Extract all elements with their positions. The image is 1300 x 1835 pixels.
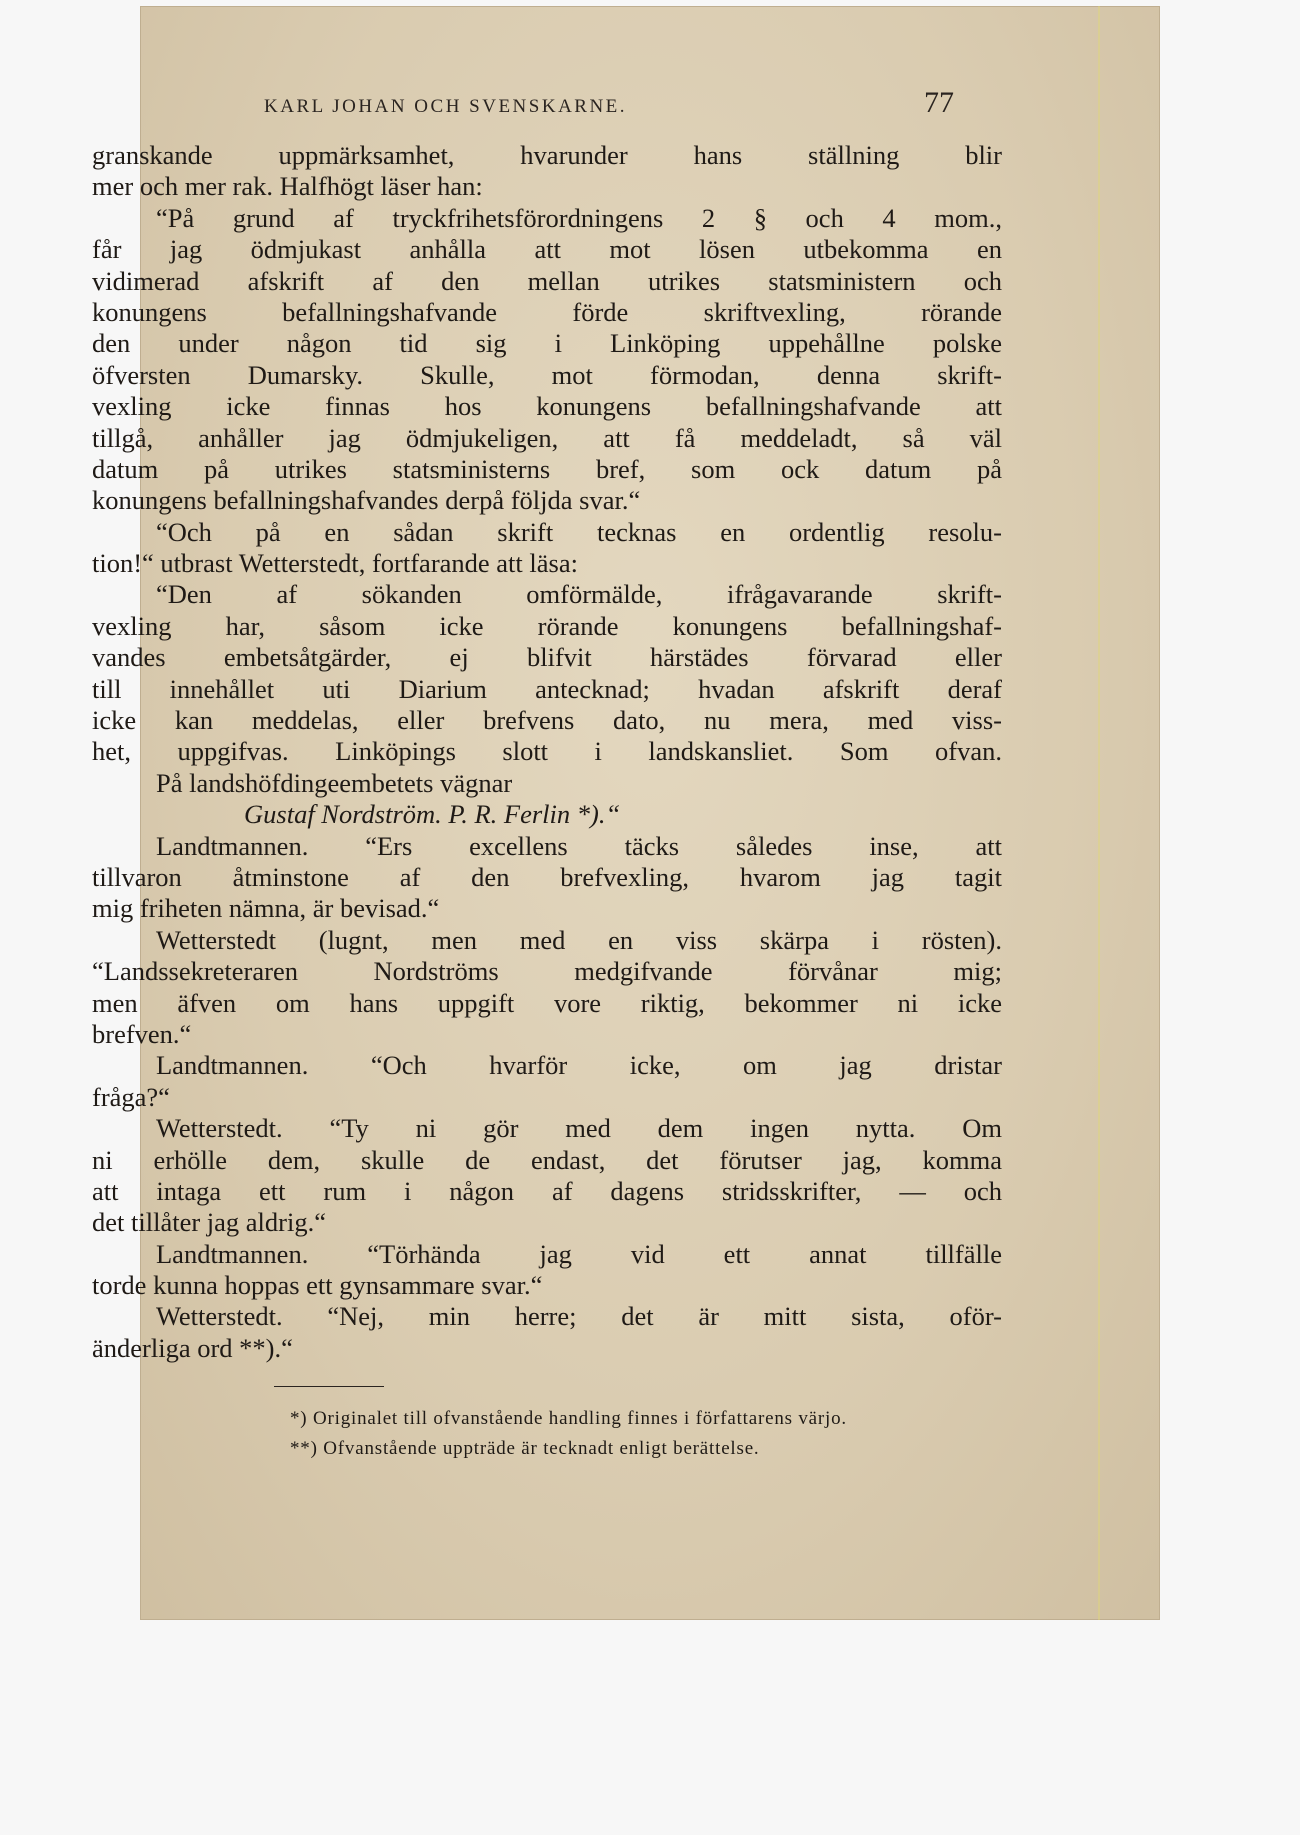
text-line: öfversten Dumarsky. Skulle, mot förmodan, denna skrift- (92, 359, 1002, 390)
text-line: “På grund af tryckfrihetsförordningens 2 § och 4 mom., (156, 202, 1002, 233)
text-line: Landtmannen. “Törhända jag vid ett annat tillfälle (156, 1238, 1002, 1269)
signature-line: Gustaf Nordström. P. R. Ferlin *).“ (244, 799, 621, 830)
running-head: KARL JOHAN OCH SVENSKARNE. (264, 96, 628, 117)
page-number: 77 (924, 86, 954, 119)
text-line: konungens befallningshafvandes derpå följda svar.“ (92, 485, 641, 516)
text-line: tion!“ utbrast Wetterstedt, fortfarande att läsa: (92, 548, 578, 579)
text-line: konungens befallningshafvande förde skriftvexling, rörande (92, 296, 1002, 327)
text-line: Landtmannen. “Ers excellens täcks således inse, att (156, 830, 1002, 861)
text-line: mer och mer rak. Halfhögt läser han: (92, 171, 483, 202)
text-line: het, uppgifvas. Linköpings slott i landskansliet. Som ofvan. (92, 736, 1002, 767)
text-line: fråga?“ (92, 1081, 170, 1112)
text-line: Wetterstedt (lugnt, men med en viss skärpa i rösten). (156, 924, 1002, 955)
footnote: **) Ofvanstående uppträde är tecknadt enligt berättelse. (290, 1438, 760, 1459)
body-text (92, 140, 1002, 1364)
page-crease (1098, 6, 1100, 1620)
text-line: tillgå, anhåller jag ödmjukeligen, att få meddeladt, så väl (92, 422, 1002, 453)
text-line: tillvaron åtminstone af den brefvexling, hvarom jag tagit (92, 861, 1002, 892)
text-line: vexling har, såsom icke rörande konungens befallningshaf- (92, 610, 1002, 641)
text-line: icke kan meddelas, eller brefvens dato, nu mera, med viss- (92, 705, 1002, 736)
text-line: “Landssekreteraren Nordströms medgifvande förvånar mig; (92, 956, 1002, 987)
text-line: ni erhölle dem, skulle de endast, det förutser jag, komma (92, 1144, 1002, 1175)
text-line: granskande uppmärksamhet, hvarunder hans ställning blir (92, 140, 1002, 170)
text-line: att intaga ett rum i någon af dagens stridsskrifter, — och (92, 1175, 1002, 1206)
text-line: till innehållet uti Diarium antecknad; hvadan afskrift deraf (92, 673, 1002, 704)
text-line: vandes embetsåtgärder, ej blifvit härstädes förvarad eller (92, 642, 1002, 673)
text-line: men äfven om hans uppgift vore riktig, bekommer ni icke (92, 987, 1002, 1018)
text-line: vexling icke finnas hos konungens befallningshafvande att (92, 391, 1002, 422)
text-line: På landshöfdingeembetets vägnar (156, 767, 513, 798)
text-line: “Och på en sådan skrift tecknas en ordentlig resolu- (156, 516, 1002, 547)
text-line: brefven.“ (92, 1018, 192, 1049)
text-line: den under någon tid sig i Linköping uppehållne polske (92, 328, 1002, 359)
text-line: datum på utrikes statsministerns bref, som ock datum på (92, 453, 1002, 484)
footnote-divider (274, 1386, 384, 1387)
text-line: det tillåter jag aldrig.“ (92, 1207, 326, 1238)
footnotes (290, 1404, 1010, 1464)
text-line: Wetterstedt. “Nej, min herre; det är mitt sista, oför- (156, 1301, 1002, 1332)
text-line: Landtmannen. “Och hvarför icke, om jag dristar (156, 1050, 1002, 1081)
text-line: Wetterstedt. “Ty ni gör med dem ingen nytta. Om (156, 1113, 1002, 1144)
footnote: *) Originalet till ofvanstående handling finnes i författarens värjo. (290, 1408, 847, 1429)
page-header (264, 86, 964, 126)
text-line: mig friheten nämna, är bevisad.“ (92, 893, 440, 924)
text-line: änderliga ord **).“ (92, 1332, 293, 1363)
text-line: “Den af sökanden omförmälde, ifrågavarande skrift- (156, 579, 1002, 610)
text-line: vidimerad afskrift af den mellan utrikes statsministern och (92, 265, 1002, 296)
text-line: får jag ödmjukast anhålla att mot lösen utbekomma en (92, 234, 1002, 265)
text-line: torde kunna hoppas ett gynsammare svar.“ (92, 1270, 543, 1301)
